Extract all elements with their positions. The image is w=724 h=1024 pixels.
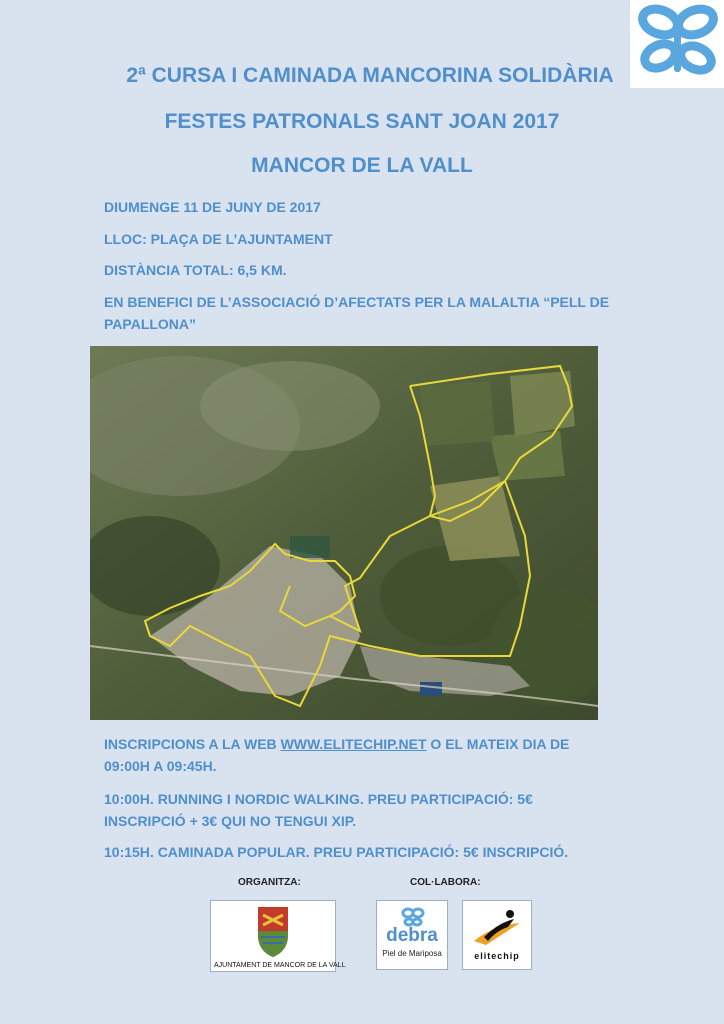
runner-icon [464, 907, 532, 951]
coat-of-arms-icon [211, 901, 335, 961]
route-map [90, 346, 598, 720]
event-title: 2ª CURSA I CAMINADA MANCORINA SOLIDÀRIA [126, 64, 614, 87]
elitechip-name: elitechip [474, 951, 520, 961]
event-subtitle: FESTES PATRONALS SANT JOAN 2017 [164, 110, 560, 133]
event-benefit: EN BENEFICI DE L’ASSOCIACIÓ D’AFECTATS PER LA MALALTIA “PELL DE PAPALLONA” [104, 294, 610, 332]
organiza-label: ORGANITZA: [238, 877, 301, 888]
ajuntament-caption: AJUNTAMENT DE MANCOR DE LA VALL [214, 962, 346, 969]
debra-name: debra [386, 925, 438, 946]
event-date: DIUMENGE 11 DE JUNY DE 2017 [104, 199, 321, 215]
debra-logo [376, 900, 448, 970]
event-location-title: MANCOR DE LA VALL [251, 154, 473, 177]
debra-tagline: Piel de Mariposa [382, 949, 442, 958]
running-schedule: 10:00H. RUNNING I NORDIC WALKING. PREU PARTICIPACIÓ: 5€ INSCRIPCIÓ + 3€ QUI NO TENGUI XIP. [104, 791, 533, 829]
ajuntament-logo [210, 900, 346, 972]
event-distance: DISTÀNCIA TOTAL: 6,5 KM. [104, 262, 287, 278]
registration-prefix: INSCRIPCIONS A LA WEB [104, 736, 281, 752]
event-place: LLOC: PLAÇA DE L’AJUNTAMENT [104, 231, 333, 247]
elitechip-link[interactable]: WWW.ELITECHIP.NET [280, 736, 427, 752]
aerial-map-image [90, 346, 598, 720]
elitechip-logo [462, 900, 532, 970]
collabora-label: COL·LABORA: [410, 877, 481, 888]
walk-schedule: 10:15H. CAMINADA POPULAR. PREU PARTICIPACIÓ: 5€ INSCRIPCIÓ. [104, 844, 569, 860]
registration-suffix: O EL MATEIX DIA DE 09:00H A 09:45H. [104, 736, 570, 774]
registration-info [104, 733, 604, 777]
